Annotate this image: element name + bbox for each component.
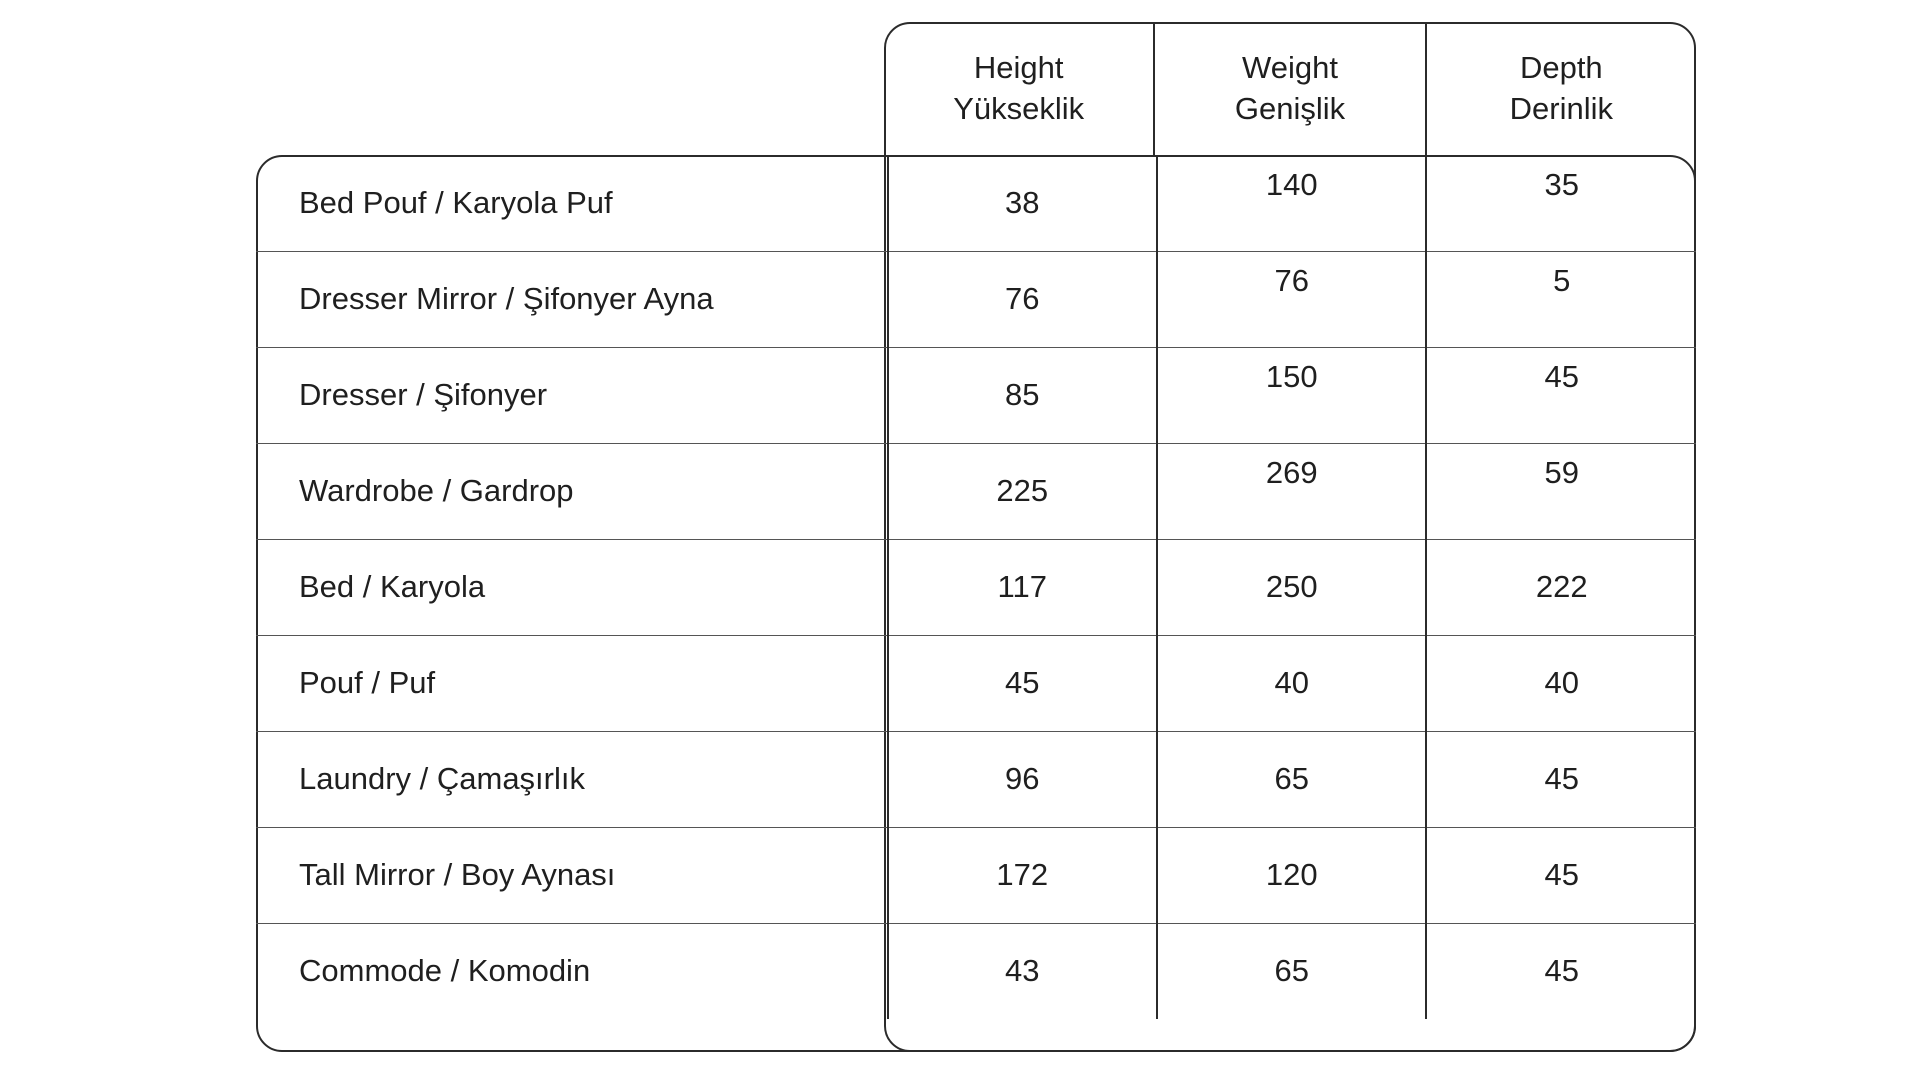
row-height-value: 117: [997, 569, 1047, 604]
row-weight-value: 65: [1274, 953, 1309, 989]
table-row: [256, 539, 1696, 635]
row-label: Tall Mirror / Boy Aynası: [256, 827, 888, 923]
row-height: [888, 923, 1157, 1019]
row-depth: [1426, 827, 1696, 923]
row-weight-value: 250: [1265, 569, 1318, 604]
row-depth-value: 45: [1544, 761, 1579, 796]
table-row: [256, 635, 1696, 731]
row-height-value: 96: [1005, 761, 1040, 796]
column-header-weight-tr: Genişlik: [1234, 90, 1346, 126]
row-depth-value: 40: [1544, 665, 1579, 700]
row-weight: [1157, 635, 1426, 731]
row-height: [888, 155, 1157, 251]
row-depth: [1426, 347, 1696, 443]
row-height-value: 172: [996, 857, 1049, 892]
row-depth-value: 45: [1544, 953, 1579, 989]
column-header-height-en: Height: [973, 49, 1064, 85]
row-height: [888, 827, 1157, 923]
row-weight-value: 120: [1265, 857, 1318, 892]
row-label: Bed / Karyola: [256, 539, 888, 635]
table-row: [256, 251, 1696, 347]
row-height: [888, 539, 1157, 635]
row-weight-value: 150: [1265, 359, 1318, 394]
row-depth: [1426, 251, 1696, 347]
row-weight: [1157, 155, 1426, 251]
row-height: [888, 635, 1157, 731]
row-weight: [1157, 251, 1426, 347]
row-label: Pouf / Puf: [256, 635, 888, 731]
column-header-weight-en: Weight: [1242, 49, 1338, 85]
row-label: Laundry / Çamaşırlık: [256, 731, 888, 827]
row-depth-value: 222: [1535, 569, 1588, 604]
table-row: [256, 443, 1696, 539]
row-label: Dresser / Şifonyer: [256, 347, 888, 443]
row-weight: [1157, 347, 1426, 443]
table-row: [256, 347, 1696, 443]
column-header-depth-en: Depth: [1519, 49, 1603, 85]
row-weight: [1157, 827, 1426, 923]
row-weight: [1157, 731, 1426, 827]
row-depth-value: 45: [1544, 857, 1579, 892]
row-height-value: 38: [1005, 184, 1040, 220]
column-header-depth-tr: Derinlik: [1509, 90, 1613, 126]
column-header-height-tr: Yükseklik: [953, 90, 1085, 126]
row-weight: [1157, 443, 1426, 539]
row-label: Bed Pouf / Karyola Puf: [256, 155, 888, 251]
row-height-value: 43: [1005, 953, 1040, 989]
row-height-value: 76: [1005, 281, 1040, 316]
row-depth: [1426, 731, 1696, 827]
row-weight-value: 140: [1265, 166, 1318, 202]
row-depth-value: 5: [1553, 263, 1571, 298]
row-weight-value: 65: [1274, 761, 1309, 796]
row-weight: [1157, 923, 1426, 1019]
row-height-value: 45: [1005, 665, 1040, 700]
row-height-value: 85: [1005, 377, 1040, 412]
row-height: [888, 443, 1157, 539]
column-header-depth: [1425, 22, 1696, 155]
row-height: [888, 731, 1157, 827]
row-weight-value: 76: [1274, 263, 1309, 298]
row-depth: [1426, 155, 1696, 251]
row-label: Wardrobe / Gardrop: [256, 443, 888, 539]
row-weight-value: 40: [1274, 665, 1309, 700]
table-row: [256, 731, 1696, 827]
dimensions-table: [256, 155, 1696, 1019]
row-label: Dresser Mirror / Şifonyer Ayna: [256, 251, 888, 347]
row-depth-value: 35: [1544, 166, 1579, 202]
row-depth: [1426, 539, 1696, 635]
column-header-height: [884, 22, 1153, 155]
row-height-value: 225: [996, 473, 1049, 508]
row-height: [888, 347, 1157, 443]
row-depth-value: 45: [1544, 359, 1579, 394]
table-header: [884, 22, 1696, 155]
table-row: [256, 155, 1696, 251]
row-depth: [1426, 443, 1696, 539]
row-depth: [1426, 923, 1696, 1019]
row-depth: [1426, 635, 1696, 731]
row-height: [888, 251, 1157, 347]
row-label: Commode / Komodin: [256, 923, 888, 1019]
row-weight: [1157, 539, 1426, 635]
row-depth-value: 59: [1544, 455, 1579, 490]
row-weight-value: 269: [1265, 455, 1318, 490]
table-row: [256, 923, 1696, 1019]
column-header-weight: [1153, 22, 1424, 155]
table-row: [256, 827, 1696, 923]
